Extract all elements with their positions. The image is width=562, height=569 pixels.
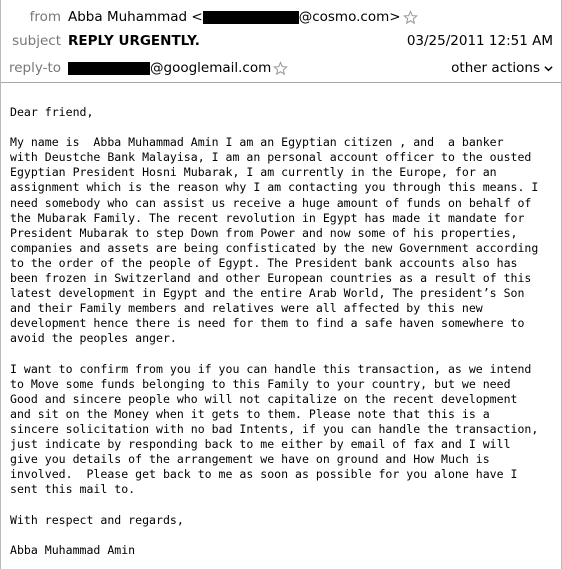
email-header xyxy=(1,0,561,83)
other-actions-label: other actions xyxy=(451,60,540,76)
replyto-value[interactable] xyxy=(68,57,288,79)
subject-text: REPLY URGENTLY. xyxy=(68,33,200,49)
redacted-replyto-address xyxy=(68,62,150,75)
body-paragraph: I want to confirm from you if you can handle this transaction, as we intend to Move some funds belonging to this Family to your country, but we need Good and sincere people who will not capitalize on the recent development and sit on the Money when it gets to them. Please note that this is a sincere solicitation with no bad Intents, if you can handle the transaction, just indicate by responding back to me either by email of fax and I will give you details of the arrangement we have on ground and How Much is involved. Please get back to me as soon as possible for you alone have I sent this mail to. xyxy=(10,361,539,497)
sender-domain: @cosmo.com> xyxy=(298,9,401,25)
replyto-row xyxy=(1,57,561,79)
closing: With respect and regards, xyxy=(10,512,184,527)
from-value[interactable] xyxy=(68,6,418,28)
greeting: Dear friend, xyxy=(10,105,94,119)
sender-name: Abba Muhammad < xyxy=(68,9,203,25)
chevron-down-icon xyxy=(544,64,553,73)
star-icon[interactable] xyxy=(273,61,288,76)
from-label: from xyxy=(29,9,61,25)
subject-label: subject xyxy=(12,33,61,49)
other-actions-menu[interactable] xyxy=(451,57,553,79)
replyto-label: reply-to xyxy=(8,60,61,76)
subject-row xyxy=(1,30,561,52)
message-date: 03/25/2011 12:51 AM xyxy=(406,33,553,49)
redacted-sender-address xyxy=(203,11,299,24)
star-icon[interactable] xyxy=(403,10,418,25)
replyto-domain: @googlemail.com xyxy=(150,60,272,76)
from-row xyxy=(1,6,561,28)
body-paragraph: My name is Abba Muhammad Amin I am an Egyptian citizen , and a banker with Deustche Bank Malayisa, I am an personal account officer to the ousted Egyptian President Hosni Mubarak, I am currently in the Europe, for an assignment which is the reason why I am contacting you through this means. I need somebody who can assist us receive a huge amount of funds on behalf of the Mubarak Family. The recent revolution in Egypt has made it mandate for President Mubarak to step Down from Power and now some of his properties, companies and assets are being confisticated by the new Government according to the order of the people of Egypt. The President bank accounts also has been frozen in Switzerland and other European countries as a result of this latest development in Egypt and the entire Arab World, The president’s Son and their Family members and relatives were all affected by this new development hence there is need for them to find a safe haven somewhere to avoid the peoples anger. xyxy=(10,135,539,346)
email-body xyxy=(1,83,561,558)
signature: Abba Muhammad Amin xyxy=(10,542,136,557)
